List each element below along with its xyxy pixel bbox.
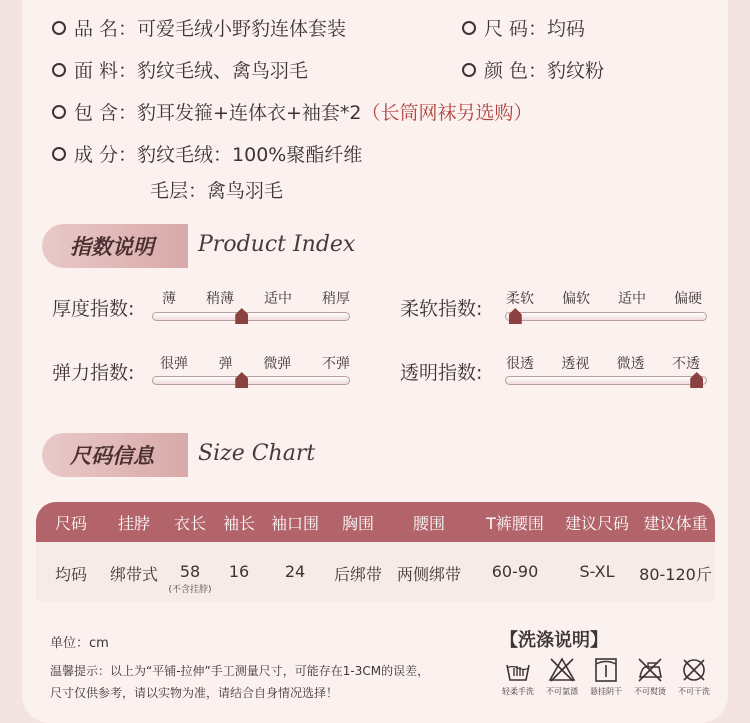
header-cell: 袖长 (222, 513, 255, 533)
wash-item (676, 656, 712, 697)
level-label: 柔软 (506, 291, 534, 307)
composition-value-1: 豹纹毛绒：100%聚酯纤维 (137, 144, 363, 166)
color-label: 颜 色： (484, 60, 548, 82)
length-cell (162, 562, 218, 595)
level-label: 稍薄 (206, 291, 234, 307)
hang-dry-icon (592, 656, 620, 684)
info-composition-row (52, 140, 362, 167)
bullet-icon (52, 147, 66, 161)
elasticity-label: 弹力指数: (52, 362, 135, 384)
size-chart-title: 尺码信息 (70, 444, 154, 468)
wash-item (588, 656, 624, 697)
thickness-track (152, 312, 350, 321)
info-name-row (52, 14, 346, 41)
table-cell: 58 (179, 562, 201, 581)
level-label: 适中 (618, 291, 646, 307)
tip-line: 尺寸仅供参考，请以实物为准，请结合自身情况选择！ (50, 686, 339, 700)
level-label: 不弹 (321, 356, 350, 372)
header-cell: T裤腰围 (486, 513, 544, 533)
transparency-label: 透明指数: (400, 362, 483, 384)
level-label: 微透 (616, 356, 645, 372)
size-table-row (36, 542, 715, 602)
info-size-row (462, 14, 585, 41)
product-index-tab (42, 224, 188, 268)
level-label: 很透 (506, 356, 534, 372)
table-cell: 24 (284, 562, 306, 581)
table-cell: 16 (228, 562, 250, 581)
transparency-track (505, 376, 707, 385)
level-label: 稍厚 (322, 291, 350, 307)
softness-track (505, 312, 707, 321)
no-bleach-icon (548, 656, 576, 684)
table-cell: 80-120斤 (639, 565, 712, 584)
size-value: 均码 (547, 18, 586, 40)
table-cell: 均码 (54, 565, 87, 584)
bullet-icon (52, 105, 66, 119)
product-index-title: 指数说明 (70, 235, 154, 259)
thickness-levels (162, 288, 350, 308)
header-cell: 腰围 (412, 513, 445, 533)
info-fabric-row (52, 56, 308, 83)
header-cell: 建议体重 (643, 513, 708, 533)
level-label: 很弹 (160, 356, 188, 372)
level-label: 适中 (264, 291, 292, 307)
header-cell: 袖口围 (270, 513, 319, 533)
composition-label: 成 分： (74, 144, 138, 166)
measurement-tips (50, 660, 429, 704)
wash-caption: 不可干洗 (678, 687, 710, 696)
header-cell: 衣长 (173, 513, 206, 533)
transparency-levels (506, 353, 700, 373)
wash-caption: 不可熨烫 (634, 687, 666, 696)
size-label: 尺 码： (484, 18, 548, 40)
level-label: 透视 (561, 356, 590, 372)
header-cell: 建议尺码 (564, 513, 629, 533)
wash-item (500, 656, 536, 697)
bullet-icon (52, 21, 66, 35)
size-chart-title-en: Size Chart (198, 441, 316, 466)
wash-item (544, 656, 580, 697)
level-label: 薄 (162, 291, 176, 307)
level-label: 偏软 (562, 291, 590, 307)
table-cell: 绑带式 (109, 565, 158, 584)
wash-icons (500, 656, 712, 697)
product-index-title-en: Product Index (198, 232, 356, 257)
name-label: 品 名： (74, 18, 138, 40)
wash-caption: 不可氯漂 (546, 687, 578, 696)
elasticity-track (152, 376, 350, 385)
size-chart-tab (42, 433, 188, 477)
size-table (36, 502, 715, 602)
level-label: 微弹 (263, 356, 292, 372)
info-color-row (462, 56, 604, 83)
size-table-header (36, 502, 715, 542)
composition-value-2: 毛层：禽鸟羽毛 (150, 180, 284, 202)
unit-label: 单位：cm (50, 636, 109, 651)
header-cell: 胸围 (341, 513, 374, 533)
wash-caption: 轻柔手洗 (502, 687, 534, 696)
table-cell: 两侧绑带 (396, 565, 461, 584)
info-includes-row (52, 98, 533, 125)
tip-line: 温馨提示：以上为“平铺-拉伸”手工测量尺寸，可能存在1-3CM的误差， (50, 664, 430, 678)
wash-caption: 悬挂阴干 (590, 687, 622, 696)
hand-wash-icon (504, 656, 532, 684)
includes-value: 豹耳发箍+连体衣+袖套*2 (137, 102, 362, 124)
bullet-icon (52, 63, 66, 77)
wash-title: 【洗涤说明】 (500, 630, 608, 651)
name-value: 可爱毛绒小野豹连体套装 (137, 18, 347, 40)
includes-note: （长筒网袜另选购） (361, 102, 533, 124)
length-note: (不含挂脖) (168, 585, 212, 595)
level-label: 偏硬 (674, 291, 702, 307)
no-iron-icon (636, 656, 664, 684)
level-label: 弹 (218, 356, 233, 372)
fabric-value: 豹纹毛绒、禽鸟羽毛 (137, 60, 309, 82)
thickness-label: 厚度指数: (52, 298, 135, 320)
table-cell: S-XL (579, 562, 615, 581)
fabric-label: 面 料： (74, 60, 138, 82)
no-dry-clean-icon (680, 656, 708, 684)
includes-label: 包 含： (74, 102, 138, 124)
bullet-icon (462, 21, 476, 35)
softness-label: 柔软指数: (400, 298, 483, 320)
bullet-icon (462, 63, 476, 77)
level-label: 不透 (671, 356, 700, 372)
table-cell: 后绑带 (333, 565, 382, 584)
table-cell: 60-90 (491, 562, 539, 581)
header-cell: 尺码 (54, 513, 87, 533)
elasticity-levels (160, 353, 350, 373)
softness-levels (506, 288, 702, 308)
wash-item (632, 656, 668, 697)
header-cell: 挂脖 (117, 513, 150, 533)
color-value: 豹纹粉 (547, 60, 605, 82)
